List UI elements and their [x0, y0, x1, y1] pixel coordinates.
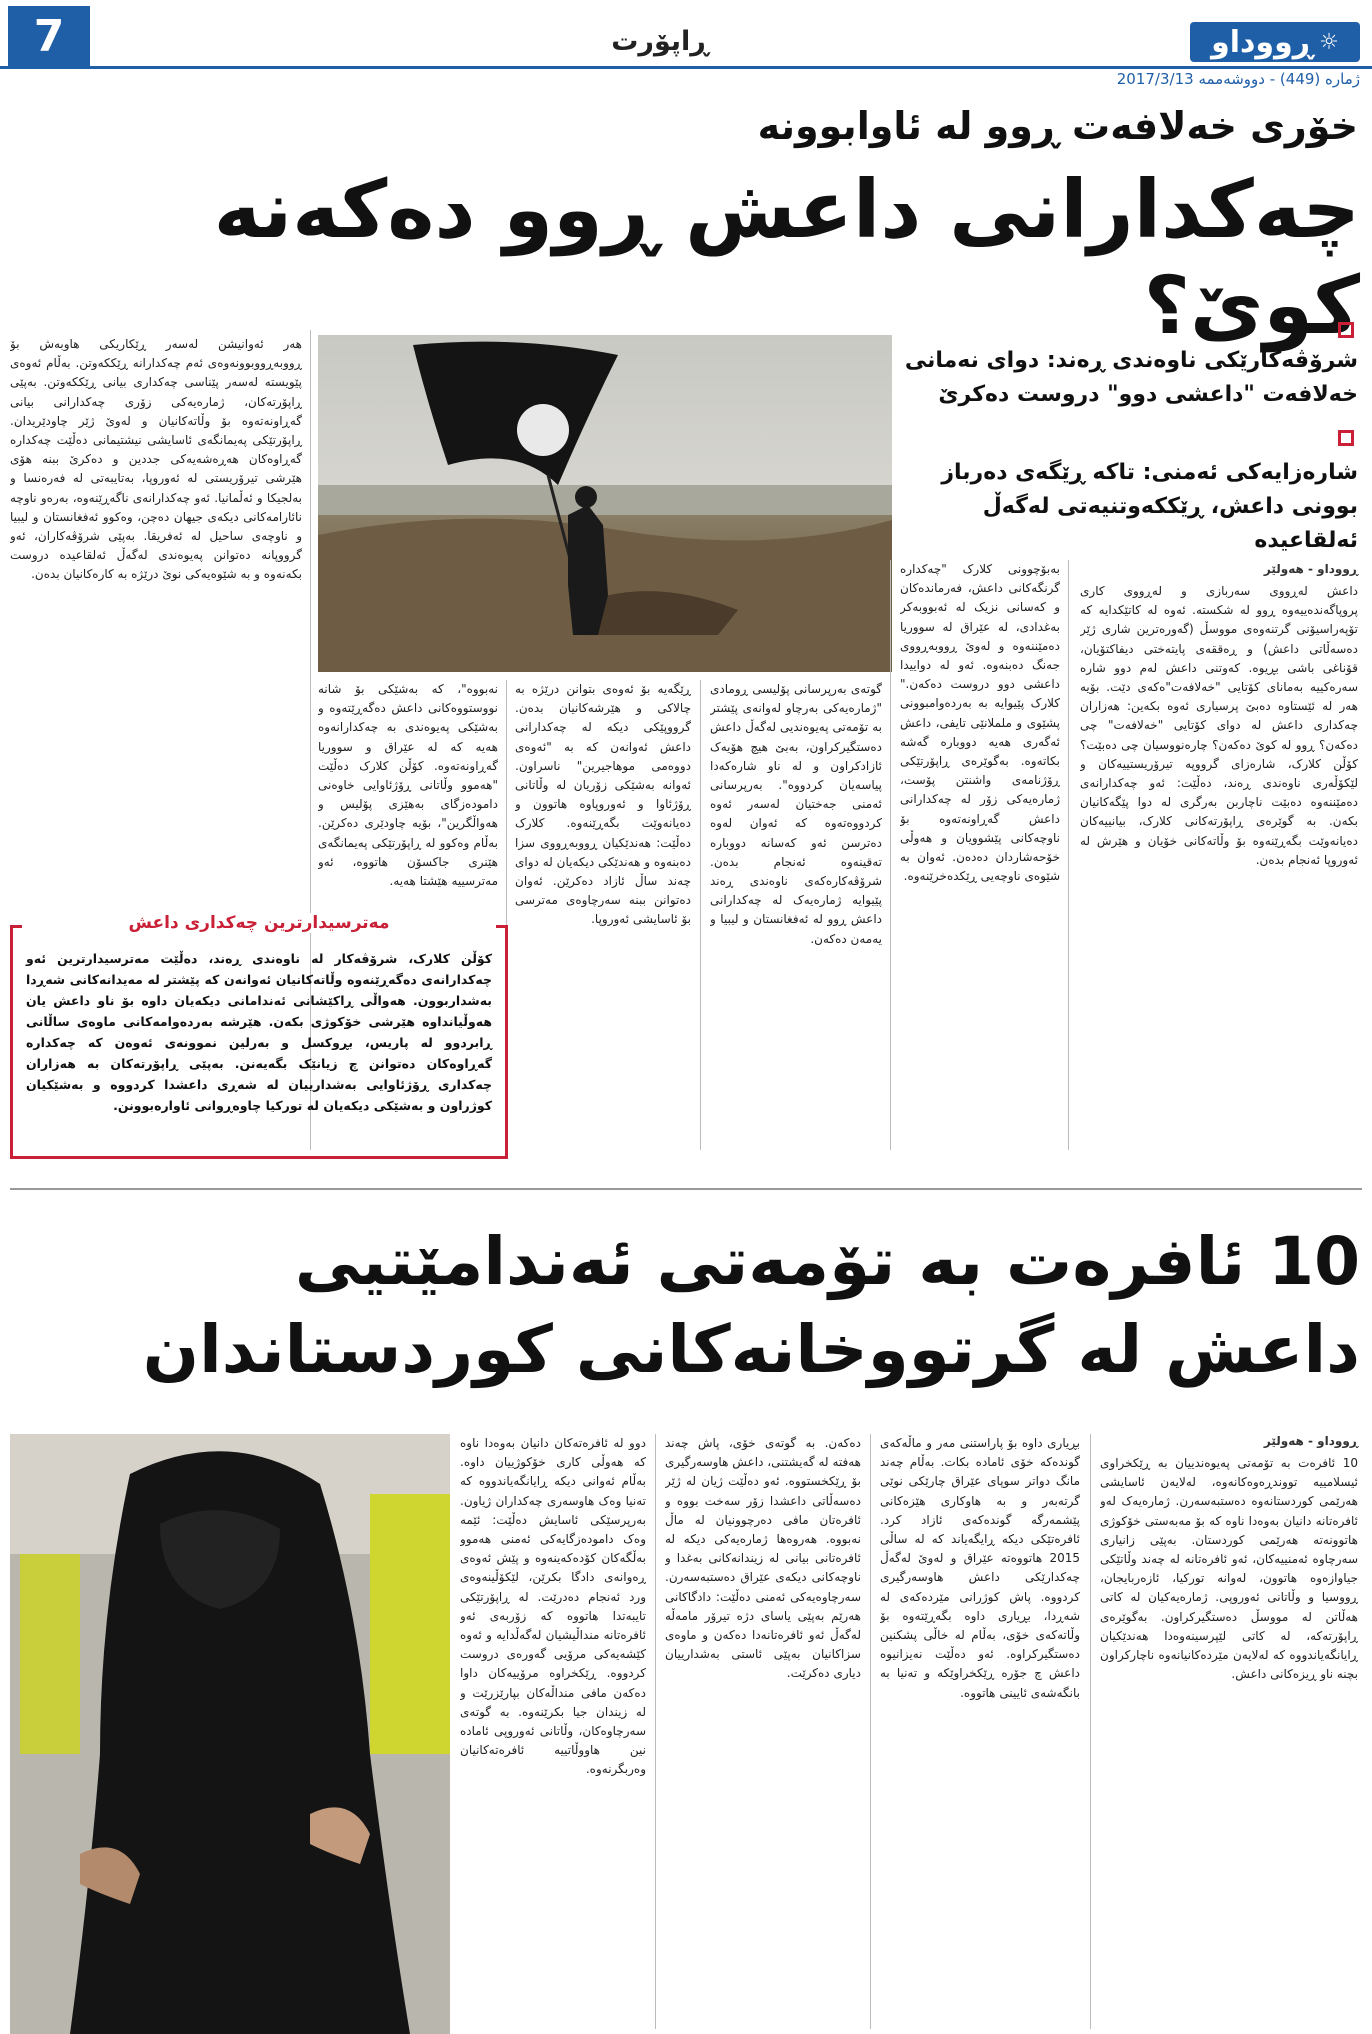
story1-subhead-1: شرۆڤەکارێکی ناوەندی ڕەند: دوای نەمانی خەلافەت "داعشی دوو" دروست دەکرێ: [904, 348, 1358, 407]
page-number: 7: [8, 6, 90, 66]
bullet-square-icon: [1338, 430, 1354, 446]
story2-headline: 10 ئافرەت بە تۆمەتی ئەندامێتیی داعش لە گرتووخانەکانی کوردستاندان: [142, 1223, 1360, 1388]
section-title: ڕاپۆرت: [611, 26, 709, 57]
story2-column-1: 10 ئافرەت بە تۆمەتی پەیوەندییان بە ڕێکخراوی ئیسلامییە تووندڕەوەکانەوە، لەلایەن ئاسایشی هەرێمی کوردستانەوە دەستبەسەرن. ژمارەیەک لەو ئافرەتانە دانیان بەوەدا ناوە کە بۆ مەبەستی خۆکوژی هاتوونەتە هەرێمی کوردستان. بەپێی زانیاری سەرچاوە ئەمنییەکان، ئەو ئافرەتانە لە چەند وڵاتێکی جیاوازەوە هاتوون، لەوانە تورکیا، ئازەربایجان، ڕووسیا و وڵاتانی ئەوروپی. ژمارەیەکیان لە کاتی هەڵاتن لە مووسڵ دەستگیرکراون. بەگوێرەی ڕاپۆرتەکە، لە کاتی لێپرسینەوەدا هەندێکیان ڕایانگەیاندووە کە لەلایەن مێردەکانیانەوە ناچارکراون بچنە ناو ڕیزەکانی داعش.: [1100, 1456, 1358, 1682]
column-divider: [870, 1434, 871, 2029]
story1-byline: ڕووداو - هەولێر: [1263, 562, 1358, 576]
sidebar-box-title: مەترسیدارترین چەکداری داعش: [22, 913, 496, 933]
story1-kicker: خۆری خەلافەت ڕوو لە ئاوابوونە: [757, 104, 1358, 148]
column-divider: [655, 1434, 656, 2029]
issue-line: ژمارە (449) - دووشەممە 2017/3/13: [1116, 70, 1360, 88]
story1-column-4: ڕێگەیە بۆ ئەوەی بتوانن درێژە بە چالاکی و هێرشەکانیان بدەن. گرووپێکی دیکە لە چەکدارانی داعش ئەوانەن کە بە "ئەوەی دووەمی موهاجیرین" ناسراون. ئەوانە بەشێکی زۆریان لە وڵاتانی ڕۆژئاوا و ئەوروپاوە هاتوون و دەیانەوێت بگەڕێنەوە. کلارک دەڵێت: هەندێکیان ڕووبەڕووی سزا دەبنەوە و هەندێکی دیکەیان لە دوای چەند ساڵ ئازاد دەکرێن. ئەوان دەتوانن ببنە سەرچاوەی مەترسی بۆ ئاسایشی ئەوروپا.: [515, 682, 691, 927]
story1-column-6: هەر ئەوانیشن لەسەر ڕێکاریکی هاوبەش بۆ ڕووبەڕووبوونەوەی ئەم چەکدارانە ڕێککەوتن. بەڵام ئەوەی پێویستە لەسەر پێناسی چەکداری بیانی ڕێککەوتن. بەپێی ڕاپۆرتەکان، ژمارەیەکی زۆری چەکدارانی بیانی گەڕاونەتەوە بۆ وڵاتەکانیان و لەوێ ژێر چاودێریدان. ڕاپۆرتێکی پەیمانگەی ئاسایشی نیشتیمانی دەڵێت چەکدارە گەڕاوەکان هەڕەشەیەکی جددین و دەکرێ ببنە هۆی هێرشی تیرۆریستی لە ئەوروپا، بەتایبەتی لە فەرەنسا و بەلجیکا و ئەڵمانیا. ئەو چەکدارانەی ناگەڕێنەوە، بەرەو ناوچە نائارامەکانی دیکەی جیهان دەچن، وەکوو ئەفغانستان و لیبیا و ناوچەی ساحیل لە ئەفریقا. بەپێی شرۆڤەکاران، ئەو گرووپانە دەتوانن پەیوەندی لەگەڵ ئەلقاعیدە دروست بکەنەوە و بە شێوەیەکی نوێ درێژە بە کارەکانیان بدەن.: [10, 337, 302, 582]
veiled-woman-photo-image: [10, 1434, 450, 2034]
rudaw-logo: [1190, 22, 1360, 62]
story1-headline: چەکدارانی داعش ڕوو دەکەنە کوێ؟: [213, 163, 1360, 352]
story1-column-1: داعش لەڕووی سەربازی و لەڕووی کاری پروپاگەندەییەوە ڕوو لە شکستە. ئەوە لە کاتێکدایە کە تۆپەراسیۆنی گرتنەوەی مووسڵ (گەورەترین شاری ژێر دەسەڵاتی داعش) و ڕەققەی پایتەختی دیفاکتۆیان، قۆناغی باشی بڕیوە. کەوتنی داعش لەم دوو شارە سەرەکییە بەمانای کۆتایی "خەلافەت"ەکەی دێت. بۆیە هەر لە ئێستاوە دەبێ پرسیاری ئەوە بکەین: هەزاران چەکداری داعش لە دوای کۆتایی "خەلافەت" چی دەکەن؟ ڕوو لە کوێ دەکەن؟ چارەنووسیان چی دەبێت؟ کۆڵن کلارک، شارەزای گرووپە تیرۆریستییەکان و لێکۆڵەری ناوەندی ڕەند، دەڵێت: ئەو چەکدارانەی دەمێننەوە دەبێت ناچاربن بەرگری لە دوا پێگەکانیان بکەن. بە گوێرەی ڕاپۆرتەکانی کلارک، بیانییەکان دەیانەوێت بگەڕێنەوە بۆ وڵاتەکانی خۆیان و هێرش لە ئەوروپا ئەنجام بدەن.: [1080, 584, 1358, 867]
story1-column-3: گوتەی بەرپرسانی پۆلیسی ڕومادی "ژمارەیەکی بەرچاو لەوانەی پێشتر بە تۆمەتی پەیوەندیی لەگەڵ داعش دەستگیرکراون، بەبێ هیچ هۆیەک ئازادکراون و لە ناو شارەکەدا پیاسەیان کردووە". بەرپرسانی ئەمنی جەختیان لەسەر ئەوە کردووەتەوە کە ئەوان لەوە دەترسن ئەو کەسانە دووبارە تەقینەوە ئەنجام بدەن. شرۆڤەکارەکەی ناوەندی ڕەند پێیوایە ژمارەیەک لە چەکدارانی داعش ڕوو لە ئەفغانستان و لیبیا و یەمەن دەکەن.: [710, 682, 882, 946]
column-divider: [890, 560, 891, 1150]
logo-text: ڕووداو: [1211, 24, 1314, 60]
story2-column-4: دوو لە ئافرەتەکان دانیان بەوەدا ناوە کە هەوڵی کاری خۆکوژییان داوە. بەڵام ئەوانی دیکە ڕایانگەیاندووە کە تەنیا وەک هاوسەری چەکداران ژیاون. بەرپرسێکی ئاسایش دەڵێت: ئێمە وەک دامودەزگایەکی ئەمنی هەموو بەڵگەکان کۆدەکەینەوە و پێش ئەوەی ڕەوانەی دادگا بکرێن، لێکۆڵینەوەی ورد ئەنجام دەدرێت. لە ڕاپۆرتێکی تایبەتدا هاتووە کە زۆربەی ئەو ئافرەتانە منداڵیشیان لەگەڵدایە و ئەوە کێشەیەکی مرۆیی گەورەی دروست کردووە. ڕێکخراوە مرۆییەکان داوا دەکەن مافی منداڵەکان بپارێزرێت و لە زیندان جیا بکرێنەوە. بە گوتەی سەرچاوەکان، وڵاتانی ئەوروپی ئامادە نین هاووڵاتییە ئافرەتەکانیان وەربگرنەوە.: [460, 1436, 646, 1777]
logo-rays-icon: ☼: [1319, 29, 1339, 55]
isis-flag-photo: [318, 335, 892, 672]
header-rule: [0, 66, 1372, 69]
story1-column-5: نەبووە"، کە بەشێکی بۆ شانە نووستووەکانی داعش دەگەڕێتەوە و بەشێکی پەیوەندی بە چەکدارانەوە هەیە کە لە عێراق و سووریا گەڕاونەتەوە. کۆڵن کلارک دەڵێت "هەموو وڵاتانی ڕۆژئاوایی خاوەنی دامودەزگای بەهێزی پۆلیس و هەواڵگرین"، بۆیە چاودێری دەکرێن. بەڵام وەکوو لە ڕاپۆرتێکی پەیمانگەی هێنری جاکسۆن هاتووە، ئەو مەترسییە هێشتا هەیە.: [318, 682, 498, 889]
isis-flag-photo-image: [318, 335, 892, 672]
story2-byline: ڕووداو - هەولێر: [1263, 1434, 1358, 1448]
veiled-woman-photo: [10, 1434, 450, 2034]
column-divider: [1090, 1434, 1091, 2029]
story2-column-3: دەکەن. بە گوتەی خۆی، پاش چەند هەفتە لە گەیشتنی، داعش هاوسەرگیری بۆ ڕێکخستووە. ئەو دەڵێت ژیان لە ژێر دەسەڵاتی داعشدا زۆر سەخت بووە و ئافرەتان مافی دەرچوونیان لە ماڵ نەبووە. هەروەها ژمارەیەکی دیکە لە ئافرەتانی بیانی لە زیندانەکانی بەغدا و ناوچەکانی دیکەی عێراق دەستبەسەرن. سەرچاوەیەکی ئەمنی دەڵێت: دادگاکانی هەرێم بەپێی یاسای دژە تیرۆر مامەڵە لەگەڵ ئەو ئافرەتانەدا دەکەن و ماوەی سزاکانیان بەپێی ئاستی بەشدارییان دیاری دەکرێت.: [665, 1436, 861, 1681]
column-divider: [1068, 560, 1069, 1150]
story1-column-2: بەبۆچوونی کلارک "چەکدارە گرنگەکانی داعش، فەرماندەکان و کەسانی نزیک لە ئەبووبەکر بەغدادی، لە عێراق لە سووریا دەمێننەوە و لەوێ ڕووبەڕووی جەنگ دەبنەوە. ئەو لە دواییدا داعشی دوو دروست دەکەن." کلارک پێیوایە بە بەردەوامبوونی پشێوی و ململانێی تایفی، داعش ئەگەری هەیە دووبارە گەشە بکاتەوە. بەگوێرەی ڕاپۆرتێکی ڕۆژنامەی واشنتن پۆست، ژمارەیەکی زۆر لە چەکدارانی داعش گەڕاونەتەوە بۆ ناوچەکانی پێشوویان و هەوڵی خۆحەشاردان دەدەن. ئەوان بە شێوەی ناوچەیی ڕێکدەخرێنەوە.: [900, 562, 1060, 884]
column-divider: [700, 680, 701, 1150]
story1-subhead-2: شارەزایەکی ئەمنی: تاکە ڕێگەی دەرباز بوونی داعش، ڕێککەوتنیەتی لەگەڵ ئەلقاعیدە: [941, 460, 1358, 553]
sidebar-box-text: کۆڵن کلارک، شرۆڤەکار لە ناوەندی ڕەند، دەڵێت مەترسیدارترین ئەو چەکدارانەی دەگەڕێنەوە وڵاتەکانیان ئەوانەن کە پێشتر لە مەیدانەکانی شەڕدا بەشداربوون. هەواڵی ڕاکێشانی ئەندامانی دیکەیان داوە بۆ ناو داعش یان هەوڵیانداوە هێرشی خۆکوژی بکەن. هێرشە بەردەوامەکانی ماوەی ساڵانی ڕابردوو لە پاریس، بڕوکسل و بەرلین نموونەی ئەوەن کە چەکدارە گەڕاوەکان دەتوانن چ زیانێک بگەیەنن. بەپێی ڕاپۆرتەکان بە هەزاران چەکداری ڕۆژئاوایی بەشدارییان لە شەڕی داعشدا کردووە و بەشێکیان کوژراون و بەشێکی دیکەیان لە تورکیا چاوەڕوانی ئاوارەبوونن.: [26, 951, 492, 1113]
story-divider: [10, 1188, 1362, 1190]
story2-column-2: بڕیاری داوە بۆ پاراستنی مەر و ماڵەکەی گوندەکە خۆی ئامادە بکات. بەڵام چەند مانگ دواتر سوپای عێراق چارێکی نوێی گرتەبەر و بە هاوکاری هێزەکانی پێشمەرگە گوندەکەی ئازاد کرد. ئافرەتێکی دیکە ڕایگەیاند کە لە ساڵی 2015 هاتووەتە عێراق و لەوێ لەگەڵ چەکدارێکی داعش هاوسەرگیری کردووە. پاش کوژرانی مێردەکەی لە شەڕدا، بڕیاری داوە بگەڕێتەوە بۆ وڵاتەکەی خۆی، بەڵام لە خاڵی پشکنین دەستگیرکراوە. ئەو دەڵێت نەیزانیوە داعش چ جۆرە ڕێکخراوێکە و تەنیا بە بانگەشەی ئایینی هاتووە.: [880, 1436, 1080, 1700]
bullet-square-icon: [1338, 322, 1354, 338]
